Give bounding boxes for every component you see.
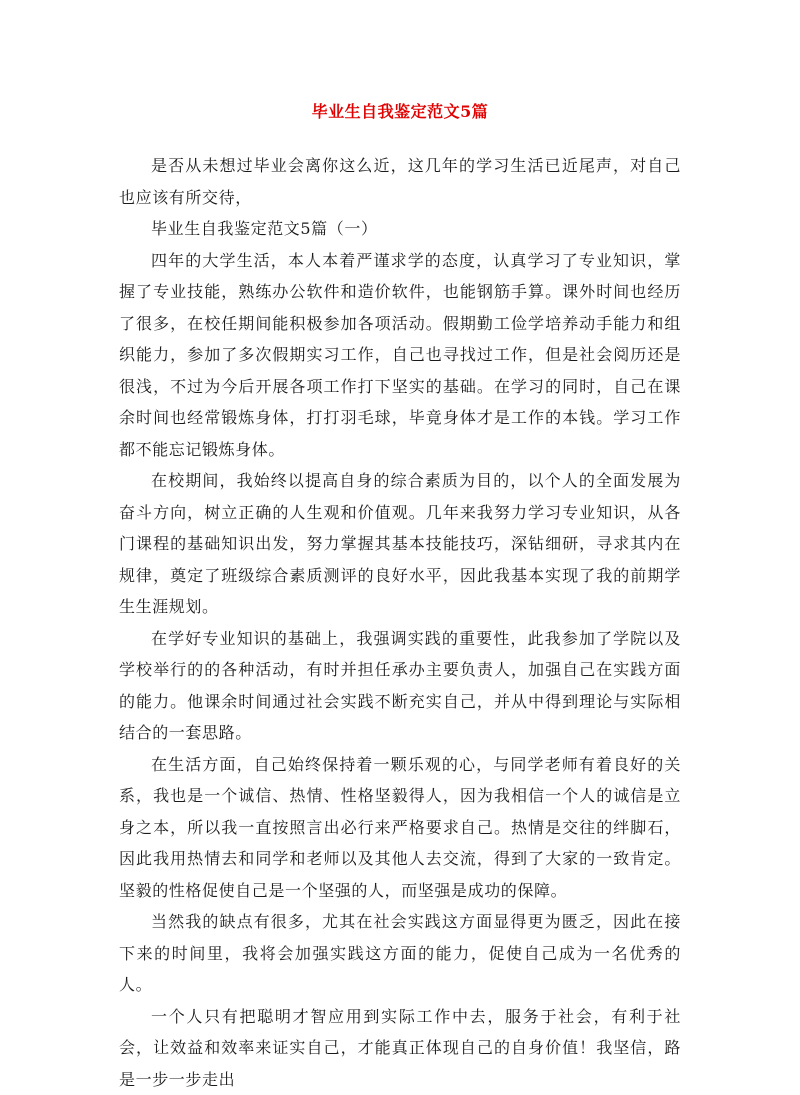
paragraph-shortcomings: 当然我的缺点有很多，尤其在社会实践这方面显得更为匮乏，因此在接下来的时间里，我将会加强实践这方面的能力，促使自己成为一名优秀的人。 (119, 906, 681, 1001)
document-title: 毕业生自我鉴定范文5篇 (0, 102, 800, 122)
paragraph-life: 在生活方面，自己始终保持着一颗乐观的心，与同学老师有着良好的关系，我也是一个诚信、热情、性格坚毅得人，因为我相信一个人的诚信是立身之本，所以我一直按照言出必行来严格要求自己。热情是交往的绊脚石，因此我用热情去和同学和老师以及其他人去交流，得到了大家的一致肯定。坚毅的性格促使自己是一个坚强的人，而坚强是成功的保障。 (119, 749, 681, 907)
paragraph-value: 一个人只有把聪明才智应用到实际工作中去，服务于社会，有利于社会，让效益和效率来证实自己，才能真正体现自己的自身价值！我坚信，路是一步一步走出 (119, 1001, 681, 1095)
paragraph-intro: 是否从未想过毕业会离你这么近，这几年的学习生活已近尾声，对自己也应该有所交待， (119, 150, 681, 213)
document-body (119, 150, 681, 1095)
paragraph-practice: 在学好专业知识的基础上，我强调实践的重要性，此我参加了学院以及学校举行的的各种活动，有时并担任承办主要负责人，加强自己在实践方面的能力。他课余时间通过社会实践不断充实自己，并从中得到理论与实际相结合的一套思路。 (119, 623, 681, 749)
paragraph-section-heading: 毕业生自我鉴定范文5篇（一） (119, 213, 681, 245)
paragraph-school-period: 在校期间，我始终以提高自身的综合素质为目的，以个人的全面发展为奋斗方向，树立正确的人生观和价值观。几年来我努力学习专业知识，从各门课程的基础知识出发，努力掌握其基本技能技巧，深钻细研，寻求其内在规律，奠定了班级综合素质测评的良好水平，因此我基本实现了我的前期学生生涯规划。 (119, 465, 681, 623)
paragraph-study: 四年的大学生活，本人本着严谨求学的态度，认真学习了专业知识，掌握了专业技能，熟练办公软件和造价软件，也能钢筋手算。课外时间也经历了很多，在校任期间能积极参加各项活动。假期勤工俭学培养动手能力和组织能力，参加了多次假期实习工作，自己也寻找过工作，但是社会阅历还是很浅，不过为今后开展各项工作打下坚实的基础。在学习的同时，自己在课余时间也经常锻炼身体，打打羽毛球，毕竟身体才是工作的本钱。学习工作都不能忘记锻炼身体。 (119, 245, 681, 466)
